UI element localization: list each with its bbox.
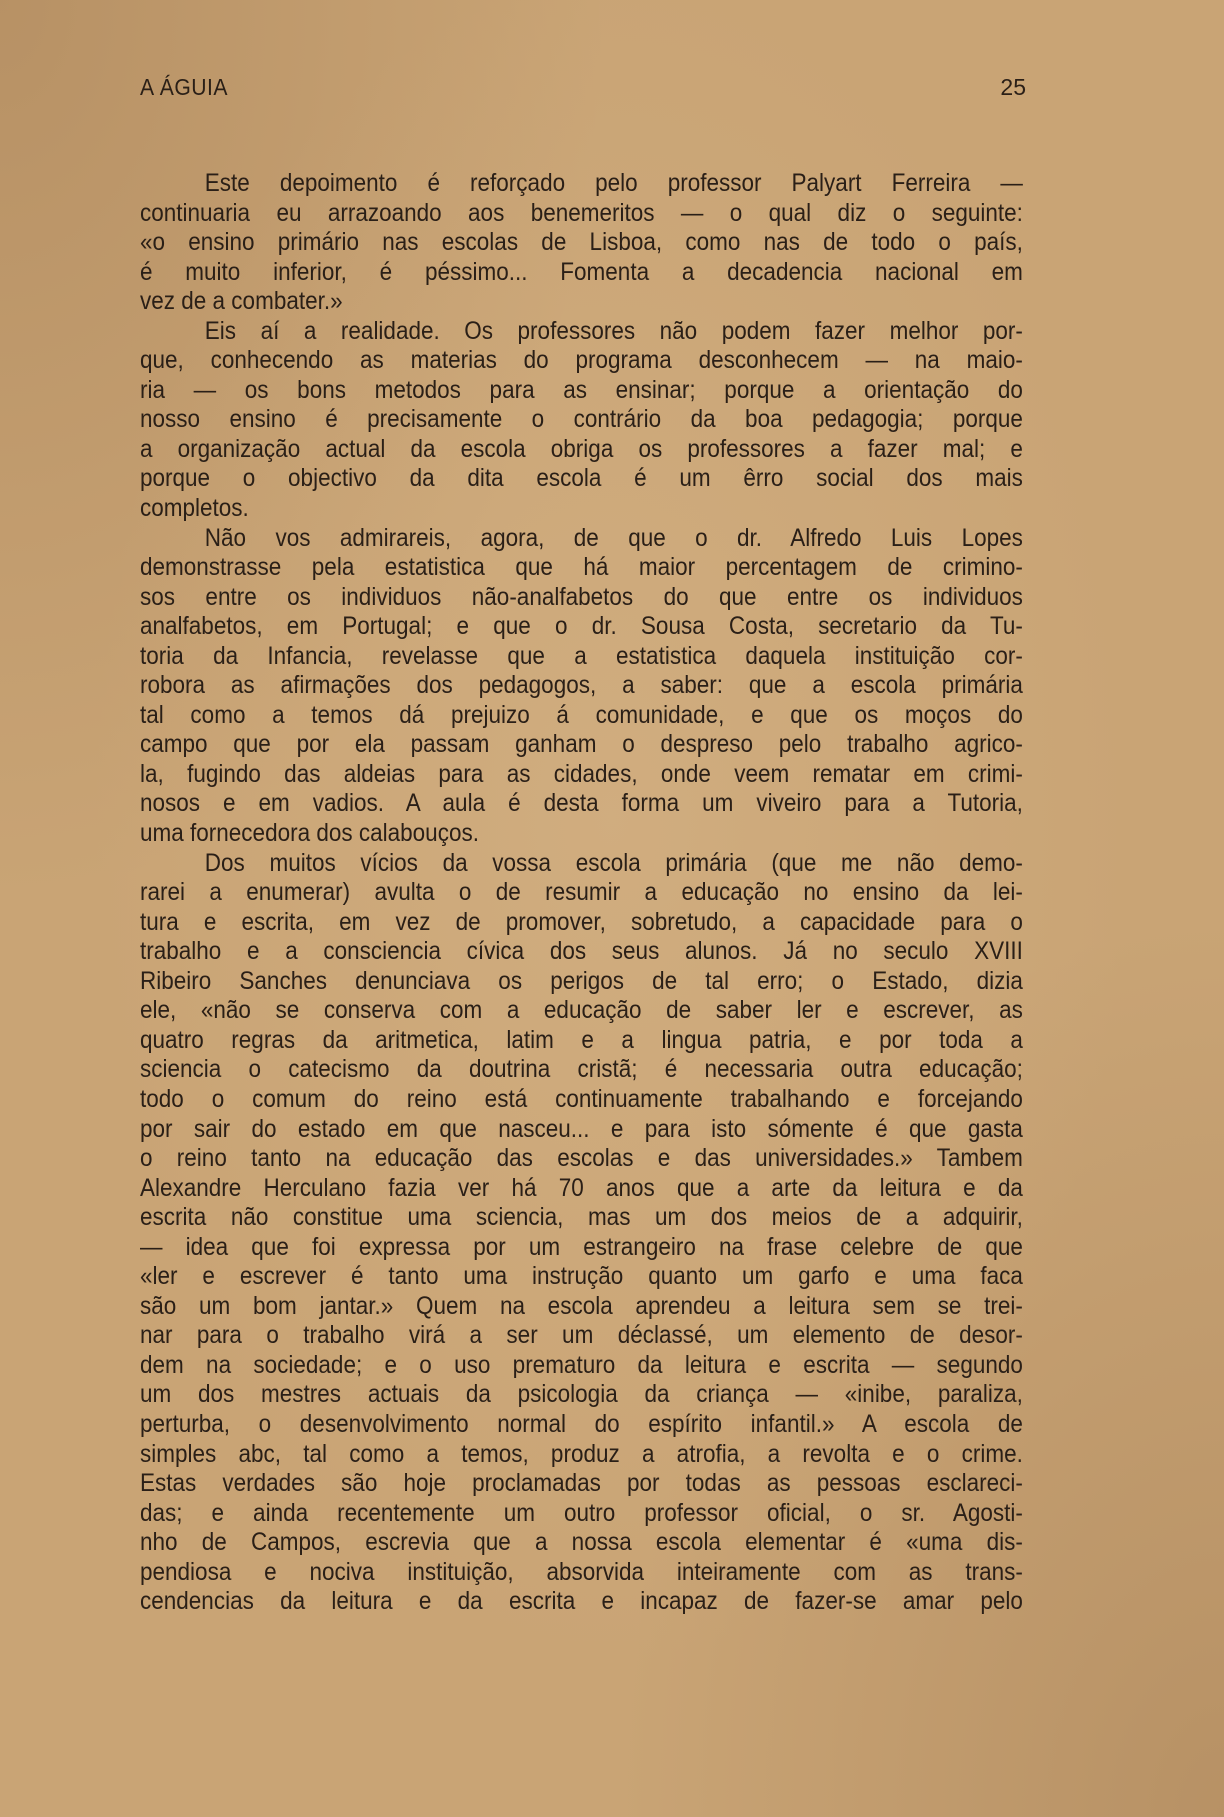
text-line: Eis aí a realidade. Os professores não podem fazer melhor por-	[204, 316, 1023, 345]
text-line: tura e escrita, em vez de promover, sobretudo, a capacidade para o	[140, 907, 1023, 936]
text-line: vez de a combater.»	[140, 287, 343, 316]
text-line: dem na sociedade; e o uso prematuro da leitura e escrita — segundo	[140, 1350, 1023, 1379]
text-line: das; e ainda recentemente um outro professor oficial, o sr. Agosti-	[140, 1498, 1023, 1527]
text-line: um dos mestres actuais da psicologia da criança — «inibe, paraliza,	[140, 1380, 1023, 1409]
text-line: rarei a enumerar) avulta o de resumir a educação no ensino da lei-	[140, 878, 1023, 907]
text-line: campo que por ela passam ganham o despreso pelo trabalho agrico-	[140, 730, 1023, 759]
text-line: Estas verdades são hoje proclamadas por todas as pessoas esclareci-	[140, 1469, 1023, 1498]
text-line: robora as afirmações dos pedagogos, a saber: que a escola primária	[140, 671, 1023, 700]
text-line: demonstrasse pela estatistica que há maior percentagem de crimino-	[140, 553, 1023, 582]
text-line: ria — os bons metodos para as ensinar; porque a orientação do	[140, 375, 1023, 404]
text-line: nho de Campos, escrevia que a nossa escola elementar é «uma dis-	[140, 1528, 1023, 1557]
text-line: Este depoimento é reforçado pelo professor Palyart Ferreira —	[204, 169, 1023, 197]
text-line: ele, «não se conserva com a educação de saber ler e escrever, as	[140, 996, 1023, 1025]
text-line: — idea que foi expressa por um estrangeiro na frase celebre de que	[140, 1232, 1023, 1261]
text-line: cendencias da leitura e da escrita e incapaz de fazer-se amar pelo	[140, 1587, 1023, 1616]
text-line: quatro regras da aritmetica, latim e a lingua patria, e por toda a	[140, 1025, 1023, 1054]
text-line: tal como a temos dá prejuizo á comunidade, e que os moços do	[140, 700, 1023, 729]
text-line: Ribeiro Sanches denunciava os perigos de tal erro; o Estado, dizia	[140, 966, 1023, 995]
text-line: continuaria eu arrazoando aos benemeritos — o qual diz o seguinte:	[140, 198, 1023, 227]
text-line: completos.	[140, 494, 249, 523]
text-line: nar para o trabalho virá a ser um déclassé, um elemento de desor-	[140, 1321, 1023, 1350]
text-line: Não vos admirareis, agora, de que o dr. Alfredo Luis Lopes	[204, 523, 1023, 552]
body-text	[140, 169, 1023, 1617]
text-line: «ler e escrever é tanto uma instrução quanto um garfo e uma faca	[140, 1262, 1023, 1291]
text-line: escrita não constitue uma sciencia, mas um dos meios de a adquirir,	[140, 1203, 1023, 1232]
text-line: por sair do estado em que nasceu... e para isto sómente é que gasta	[140, 1114, 1023, 1143]
text-line: todo o comum do reino está continuamente trabalhando e forcejando	[140, 1084, 1023, 1113]
text-line: que, conhecendo as materias do programa desconhecem — na maio-	[140, 346, 1023, 375]
text-line: pendiosa e nociva instituição, absorvida inteiramente com as trans-	[140, 1557, 1023, 1586]
text-line: perturba, o desenvolvimento normal do espírito infantil.» A escola de	[140, 1409, 1023, 1438]
running-head	[140, 74, 1026, 104]
text-line: sos entre os individuos não-analfabetos do que entre os individuos	[140, 582, 1023, 611]
text-line: porque o objectivo da dita escola é um êrro social dos mais	[140, 464, 1023, 493]
text-line: «o ensino primário nas escolas de Lisboa, como nas de todo o país,	[140, 228, 1023, 257]
text-line: a organização actual da escola obriga os professores a fazer mal; e	[140, 434, 1023, 463]
page-number: 25	[1000, 74, 1026, 100]
text-line: são um bom jantar.» Quem na escola aprendeu a leitura sem se trei-	[140, 1291, 1023, 1320]
text-line: sciencia o catecismo da doutrina cristã; é necessaria outra educação;	[140, 1055, 1023, 1084]
text-line: o reino tanto na educação das escolas e das universidades.» Tambem	[140, 1144, 1023, 1173]
text-line: nosos e em vadios. A aula é desta forma um viveiro para a Tutoria,	[140, 789, 1023, 818]
journal-title: A ÁGUIA	[140, 74, 228, 100]
text-line: toria da Infancia, revelasse que a estatistica daquela instituição cor-	[140, 641, 1023, 670]
text-line: é muito inferior, é péssimo... Fomenta a decadencia nacional em	[140, 257, 1023, 286]
text-line: nosso ensino é precisamente o contrário da boa pedagogia; porque	[140, 405, 1023, 434]
text-line: la, fugindo das aldeias para as cidades, onde veem rematar em crimi-	[140, 759, 1023, 788]
text-line: analfabetos, em Portugal; e que o dr. Sousa Costa, secretario da Tu-	[140, 612, 1023, 641]
text-line: trabalho e a consciencia cívica dos seus alunos. Já no seculo XVIII	[140, 937, 1023, 966]
text-line: uma fornecedora dos calabouços.	[140, 819, 479, 848]
text-line: Alexandre Herculano fazia ver há 70 anos que a arte da leitura e da	[140, 1173, 1023, 1202]
text-line: Dos muitos vícios da vossa escola primária (que me não demo-	[204, 848, 1023, 877]
text-line: simples abc, tal como a temos, produz a atrofia, a revolta e o crime.	[140, 1439, 1023, 1468]
